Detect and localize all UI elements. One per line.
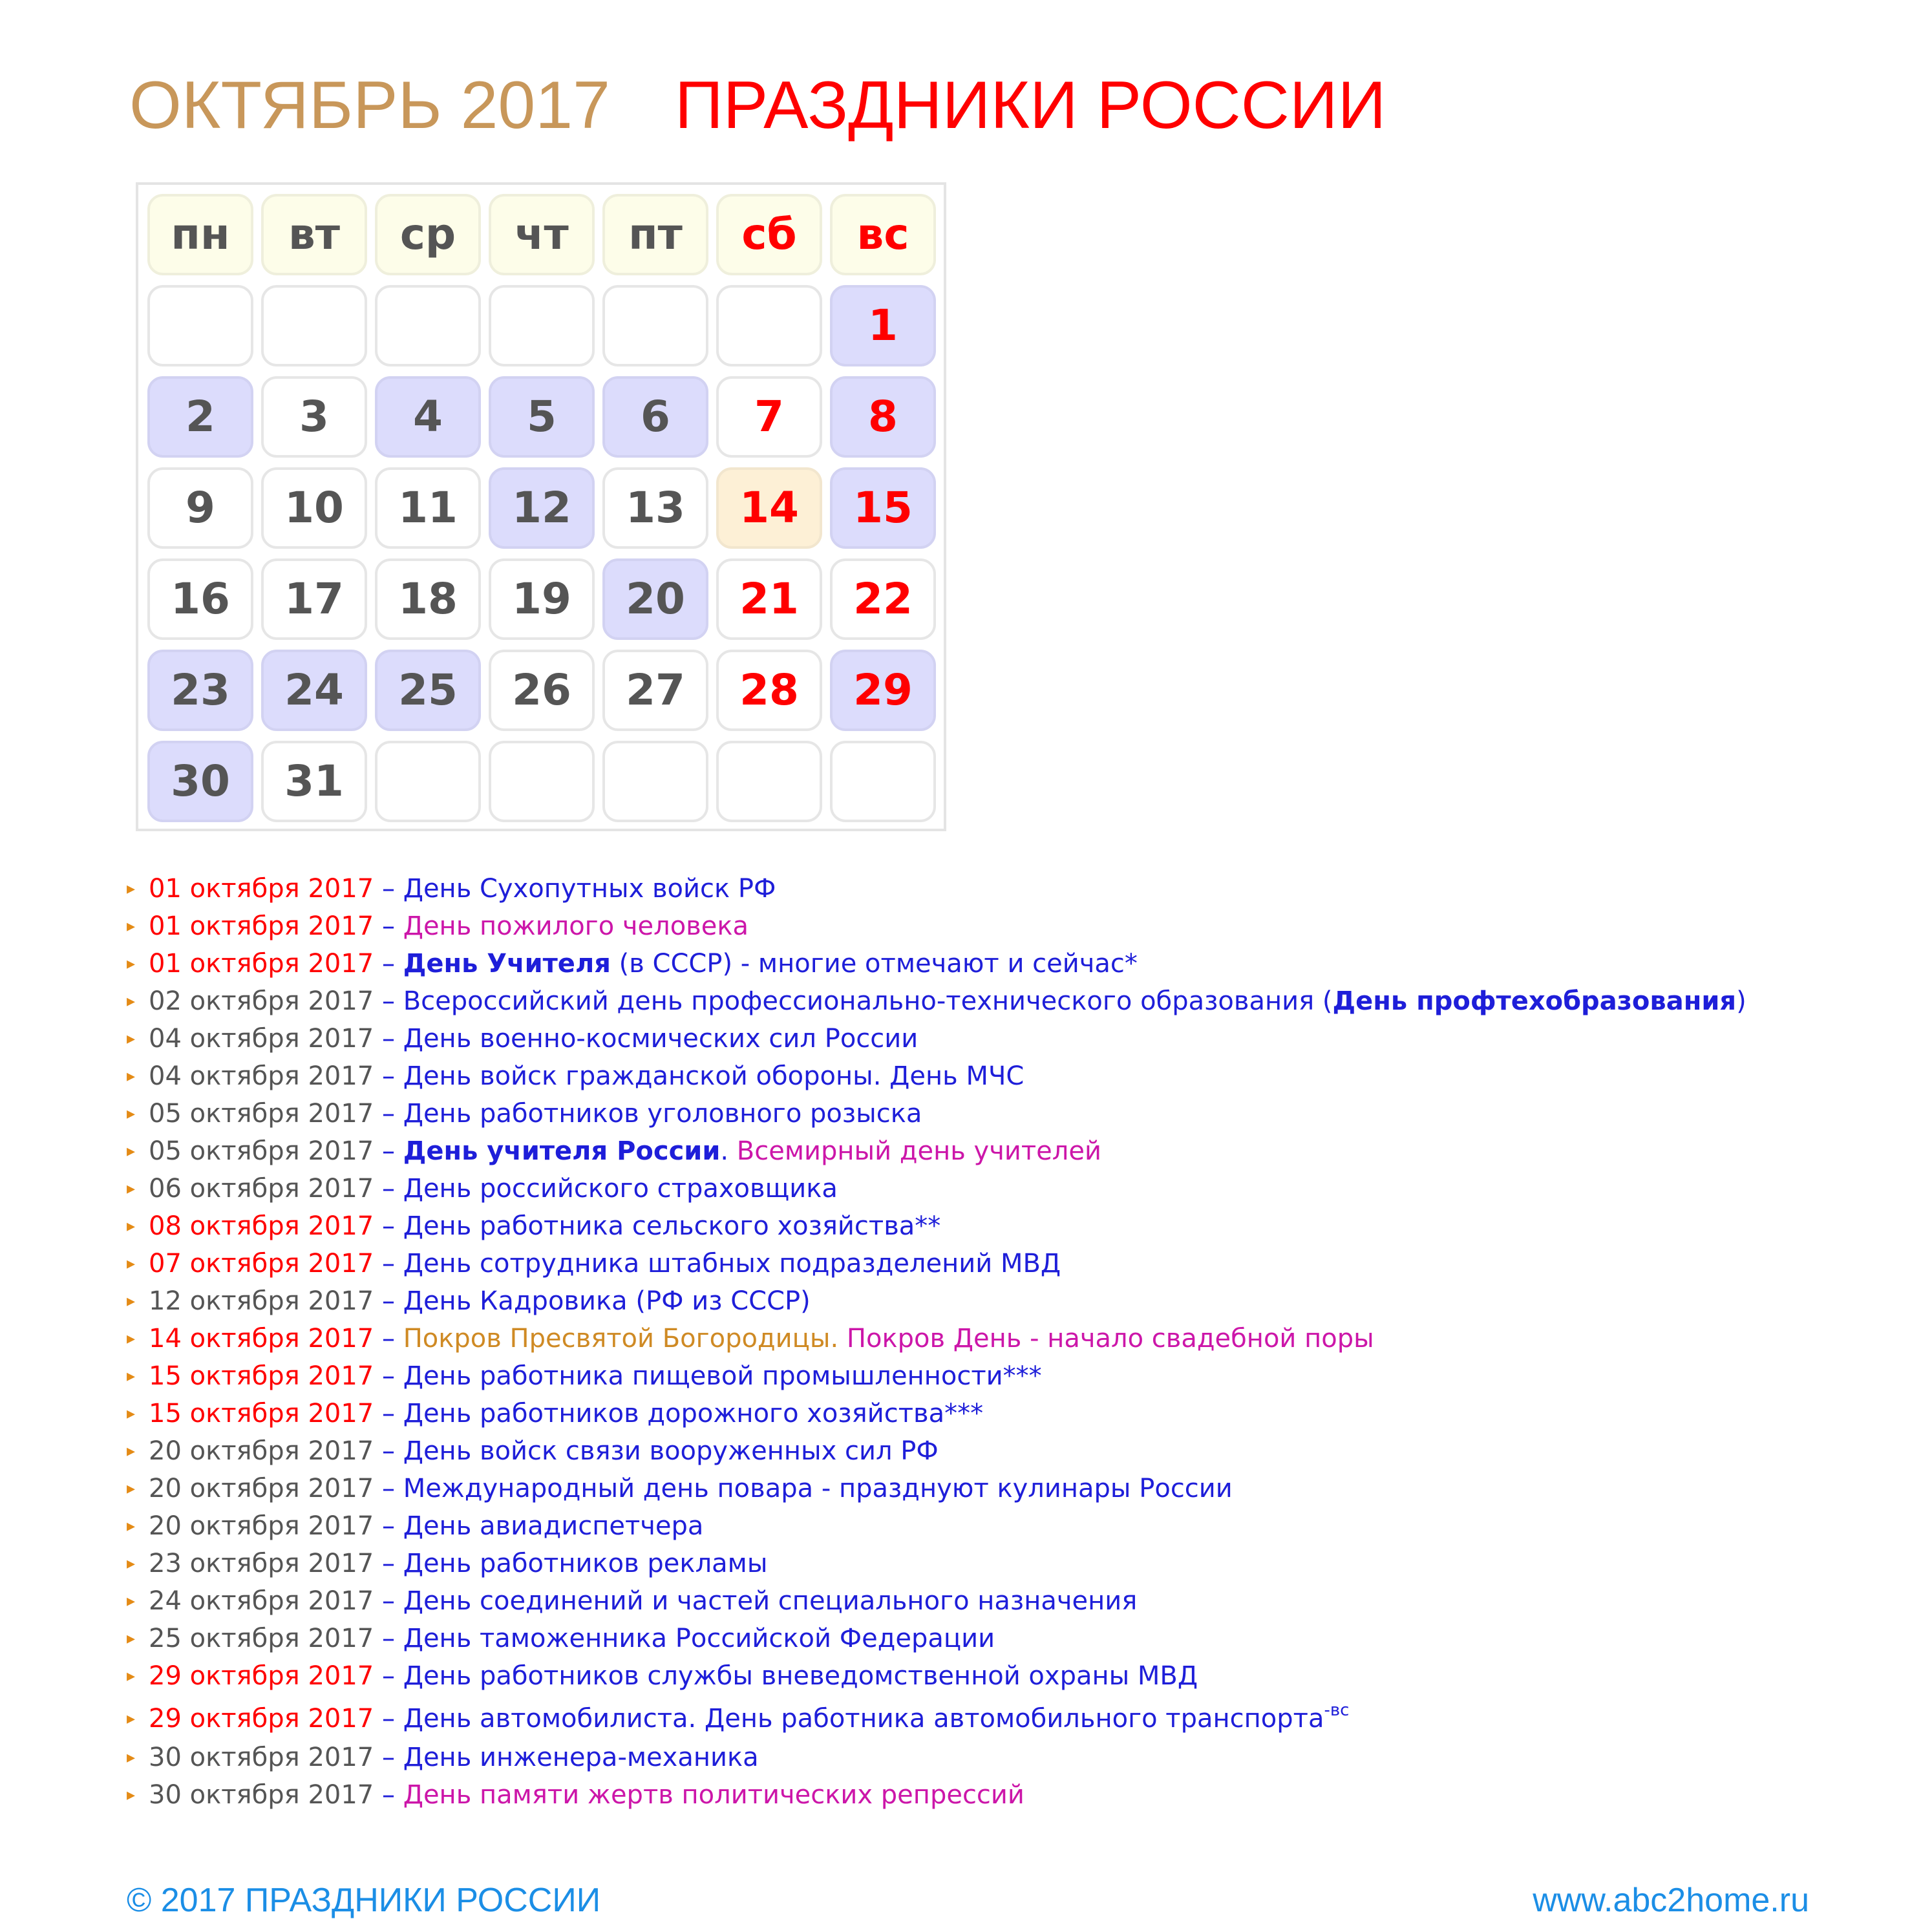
triangle-right-icon: ▸: [127, 1785, 136, 1805]
holiday-name: День инженера-механика: [403, 1743, 759, 1772]
date-separator: –: [374, 1661, 403, 1691]
holiday-date: 02 октября 2017: [149, 986, 374, 1016]
holiday-item: [127, 1620, 1781, 1657]
holiday-name: День работника пищевой промышленности***: [403, 1361, 1042, 1391]
triangle-right-icon: ▸: [127, 1104, 136, 1123]
date-separator: –: [374, 1324, 403, 1353]
day-cell[interactable]: 26: [489, 650, 595, 731]
day-cell[interactable]: 1: [830, 285, 936, 366]
holiday-date: 01 октября 2017: [149, 949, 374, 979]
holiday-name: ): [1736, 986, 1746, 1016]
holiday-date: 04 октября 2017: [149, 1061, 374, 1091]
holiday-name: (в СССР) - многие отмечают и сейчас*: [610, 949, 1138, 979]
holiday-name: День работников службы вневедомственной охраны МВД: [403, 1661, 1198, 1691]
holiday-date: 12 октября 2017: [149, 1286, 374, 1316]
triangle-right-icon: ▸: [127, 954, 136, 973]
day-cell[interactable]: 18: [375, 558, 481, 640]
date-separator: –: [374, 1743, 403, 1772]
holiday-date: 20 октября 2017: [149, 1474, 374, 1503]
holiday-name: День таможенника Российской Федерации: [403, 1624, 995, 1653]
empty-day-cell: [716, 285, 822, 366]
date-separator: –: [374, 1704, 403, 1734]
date-separator: –: [374, 1549, 403, 1578]
day-cell[interactable]: 10: [261, 467, 367, 549]
holiday-date: 05 октября 2017: [149, 1099, 374, 1129]
empty-day-cell: [489, 741, 595, 822]
holiday-name: -вс: [1324, 1701, 1350, 1720]
holiday-date: 14 октября 2017: [149, 1324, 374, 1353]
holiday-item: [127, 1395, 1781, 1432]
weekday-header: пт: [602, 194, 708, 275]
page-header: [129, 63, 1386, 147]
holiday-name: Всероссийский день профессионально-технического образования (: [403, 986, 1333, 1016]
empty-day-cell: [261, 285, 367, 366]
triangle-right-icon: ▸: [127, 1479, 136, 1498]
day-cell[interactable]: 31: [261, 741, 367, 822]
holiday-date: 04 октября 2017: [149, 1024, 374, 1054]
date-separator: –: [374, 1136, 403, 1166]
holiday-date: 15 октября 2017: [149, 1361, 374, 1391]
holiday-date: 05 октября 2017: [149, 1136, 374, 1166]
triangle-right-icon: ▸: [127, 1329, 136, 1348]
holiday-date: 15 октября 2017: [149, 1399, 374, 1428]
day-cell[interactable]: 25: [375, 650, 481, 731]
day-cell[interactable]: 30: [147, 741, 253, 822]
date-separator: –: [374, 1624, 403, 1653]
holiday-date: 29 октября 2017: [149, 1704, 374, 1734]
triangle-right-icon: ▸: [127, 1179, 136, 1198]
day-cell[interactable]: 11: [375, 467, 481, 549]
day-cell[interactable]: 4: [375, 376, 481, 458]
holiday-date: 29 октября 2017: [149, 1661, 374, 1691]
holiday-item: [127, 1020, 1781, 1057]
date-separator: –: [374, 1024, 403, 1054]
holiday-item: [127, 1132, 1781, 1170]
empty-day-cell: [830, 741, 936, 822]
triangle-right-icon: ▸: [127, 1216, 136, 1236]
weekday-header: ср: [375, 194, 481, 275]
day-cell[interactable]: 20: [602, 558, 708, 640]
day-cell[interactable]: 7: [716, 376, 822, 458]
holiday-name: Международный день повара - празднуют кулинары России: [403, 1474, 1233, 1503]
day-cell[interactable]: 15: [830, 467, 936, 549]
day-cell[interactable]: 12: [489, 467, 595, 549]
empty-day-cell: [375, 285, 481, 366]
footer-copyright: © 2017 ПРАЗДНИКИ РОССИИ: [127, 1882, 601, 1919]
triangle-right-icon: ▸: [127, 1591, 136, 1611]
triangle-right-icon: ▸: [127, 1141, 136, 1161]
holiday-item: [127, 1320, 1781, 1357]
date-separator: –: [374, 1361, 403, 1391]
holiday-item: [127, 908, 1781, 945]
holiday-name: День Кадровика (РФ из СССР): [403, 1286, 811, 1316]
holiday-name: .: [720, 1136, 737, 1166]
holiday-item: [127, 1282, 1781, 1320]
holiday-name: День авиадиспетчера: [403, 1511, 704, 1541]
holiday-name-bold: День Учителя: [403, 949, 611, 979]
triangle-right-icon: ▸: [127, 1366, 136, 1386]
holiday-name-bold: День профтехобразования: [1332, 986, 1737, 1016]
holiday-name: Покров День - начало свадебной поры: [846, 1324, 1374, 1353]
holiday-item: [127, 1207, 1781, 1245]
triangle-right-icon: ▸: [127, 1709, 136, 1728]
date-separator: –: [374, 1511, 403, 1541]
date-separator: –: [374, 1249, 403, 1279]
holiday-name: День памяти жертв политических репрессий: [403, 1780, 1024, 1810]
holiday-item: [127, 1432, 1781, 1470]
date-separator: –: [374, 1780, 403, 1810]
triangle-right-icon: ▸: [127, 1629, 136, 1648]
empty-day-cell: [147, 285, 253, 366]
triangle-right-icon: ▸: [127, 1441, 136, 1461]
weekday-header: вс: [830, 194, 936, 275]
holiday-name: День российского страховщика: [403, 1174, 838, 1204]
date-separator: –: [374, 1286, 403, 1316]
day-cell[interactable]: 17: [261, 558, 367, 640]
date-separator: –: [374, 1211, 403, 1241]
date-separator: –: [374, 949, 403, 979]
triangle-right-icon: ▸: [127, 1666, 136, 1686]
triangle-right-icon: ▸: [127, 1291, 136, 1311]
holiday-item: [127, 1657, 1781, 1695]
date-separator: –: [374, 1436, 403, 1466]
holiday-item: [127, 1470, 1781, 1507]
triangle-right-icon: ▸: [127, 1516, 136, 1536]
day-cell[interactable]: 8: [830, 376, 936, 458]
day-cell[interactable]: 14: [716, 467, 822, 549]
triangle-right-icon: ▸: [127, 879, 136, 898]
holiday-date: 20 октября 2017: [149, 1436, 374, 1466]
holiday-item: [127, 1057, 1781, 1095]
date-separator: –: [374, 911, 403, 941]
date-separator: –: [374, 1399, 403, 1428]
date-separator: –: [374, 1474, 403, 1503]
day-cell[interactable]: 23: [147, 650, 253, 731]
holiday-item: [127, 1700, 1781, 1737]
month-calendar: [136, 182, 946, 831]
holiday-date: 24 октября 2017: [149, 1586, 374, 1616]
holiday-date: 25 октября 2017: [149, 1624, 374, 1653]
holiday-date: 07 октября 2017: [149, 1249, 374, 1279]
triangle-right-icon: ▸: [127, 992, 136, 1011]
holiday-name: День пожилого человека: [403, 911, 749, 941]
day-cell[interactable]: 29: [830, 650, 936, 731]
holiday-item: [127, 1507, 1781, 1545]
holiday-date: 06 октября 2017: [149, 1174, 374, 1204]
day-cell[interactable]: 16: [147, 558, 253, 640]
day-cell[interactable]: 3: [261, 376, 367, 458]
holiday-item: [127, 1776, 1781, 1814]
site-title: ПРАЗДНИКИ РОССИИ: [674, 68, 1386, 143]
day-cell[interactable]: 28: [716, 650, 822, 731]
day-cell[interactable]: 6: [602, 376, 708, 458]
holiday-name: День войск гражданской обороны. День МЧС: [403, 1061, 1024, 1091]
holiday-name: День Сухопутных войск РФ: [403, 874, 776, 904]
holiday-date: 23 октября 2017: [149, 1549, 374, 1578]
date-separator: –: [374, 874, 403, 904]
holiday-name: День работников рекламы: [403, 1549, 768, 1578]
date-separator: –: [374, 1174, 403, 1204]
holiday-date: 20 октября 2017: [149, 1511, 374, 1541]
holiday-item: [127, 1170, 1781, 1207]
triangle-right-icon: ▸: [127, 1404, 136, 1423]
date-separator: –: [374, 1099, 403, 1129]
holiday-item: [127, 1582, 1781, 1620]
month-title: ОКТЯБРЬ 2017: [129, 68, 610, 143]
holiday-date: 30 октября 2017: [149, 1743, 374, 1772]
empty-day-cell: [602, 741, 708, 822]
triangle-right-icon: ▸: [127, 1554, 136, 1573]
day-cell[interactable]: 9: [147, 467, 253, 549]
holiday-date: 08 октября 2017: [149, 1211, 374, 1241]
triangle-right-icon: ▸: [127, 1748, 136, 1767]
empty-day-cell: [716, 741, 822, 822]
holiday-name: День соединений и частей специального назначения: [403, 1586, 1138, 1616]
date-separator: –: [374, 1586, 403, 1616]
holiday-item: [127, 1095, 1781, 1132]
holiday-date: 01 октября 2017: [149, 874, 374, 904]
date-separator: –: [374, 1061, 403, 1091]
weekday-header: вт: [261, 194, 367, 275]
holiday-item: [127, 1245, 1781, 1282]
day-cell[interactable]: 27: [602, 650, 708, 731]
holiday-date: 30 октября 2017: [149, 1780, 374, 1810]
weekday-header: пн: [147, 194, 253, 275]
day-cell[interactable]: 24: [261, 650, 367, 731]
holiday-name: День военно-космических сил России: [403, 1024, 918, 1054]
holiday-name: Покров Пресвятой Богородицы.: [403, 1324, 847, 1353]
weekday-header: сб: [716, 194, 822, 275]
triangle-right-icon: ▸: [127, 1029, 136, 1048]
empty-day-cell: [602, 285, 708, 366]
date-separator: –: [374, 986, 403, 1016]
holiday-name: День сотрудника штабных подразделений МВД: [403, 1249, 1061, 1279]
holiday-name-bold: День учителя России: [403, 1136, 721, 1166]
holiday-item: [127, 870, 1781, 908]
triangle-right-icon: ▸: [127, 917, 136, 936]
empty-day-cell: [489, 285, 595, 366]
holiday-name: День работников дорожного хозяйства***: [403, 1399, 984, 1428]
day-cell[interactable]: 5: [489, 376, 595, 458]
holiday-date: 01 октября 2017: [149, 911, 374, 941]
empty-day-cell: [375, 741, 481, 822]
holiday-name: День работников уголовного розыска: [403, 1099, 922, 1129]
footer-url[interactable]: www.abc2home.ru: [1533, 1882, 1809, 1919]
holiday-name: День войск связи вооруженных сил РФ: [403, 1436, 939, 1466]
holiday-item: [127, 1545, 1781, 1582]
holiday-item: [127, 1357, 1781, 1395]
triangle-right-icon: ▸: [127, 1254, 136, 1273]
day-cell[interactable]: 21: [716, 558, 822, 640]
holiday-list: [127, 870, 1781, 1814]
holiday-name: День работника сельского хозяйства**: [403, 1211, 941, 1241]
triangle-right-icon: ▸: [127, 1067, 136, 1086]
holiday-item: [127, 945, 1781, 982]
day-cell[interactable]: 22: [830, 558, 936, 640]
holiday-item: [127, 1739, 1781, 1776]
day-cell[interactable]: 2: [147, 376, 253, 458]
day-cell[interactable]: 13: [602, 467, 708, 549]
weekday-header: чт: [489, 194, 595, 275]
holiday-name: День автомобилиста. День работника автомобильного транспорта: [403, 1704, 1324, 1734]
holiday-item: [127, 982, 1781, 1020]
day-cell[interactable]: 19: [489, 558, 595, 640]
holiday-name: Всемирный день учителей: [736, 1136, 1101, 1166]
